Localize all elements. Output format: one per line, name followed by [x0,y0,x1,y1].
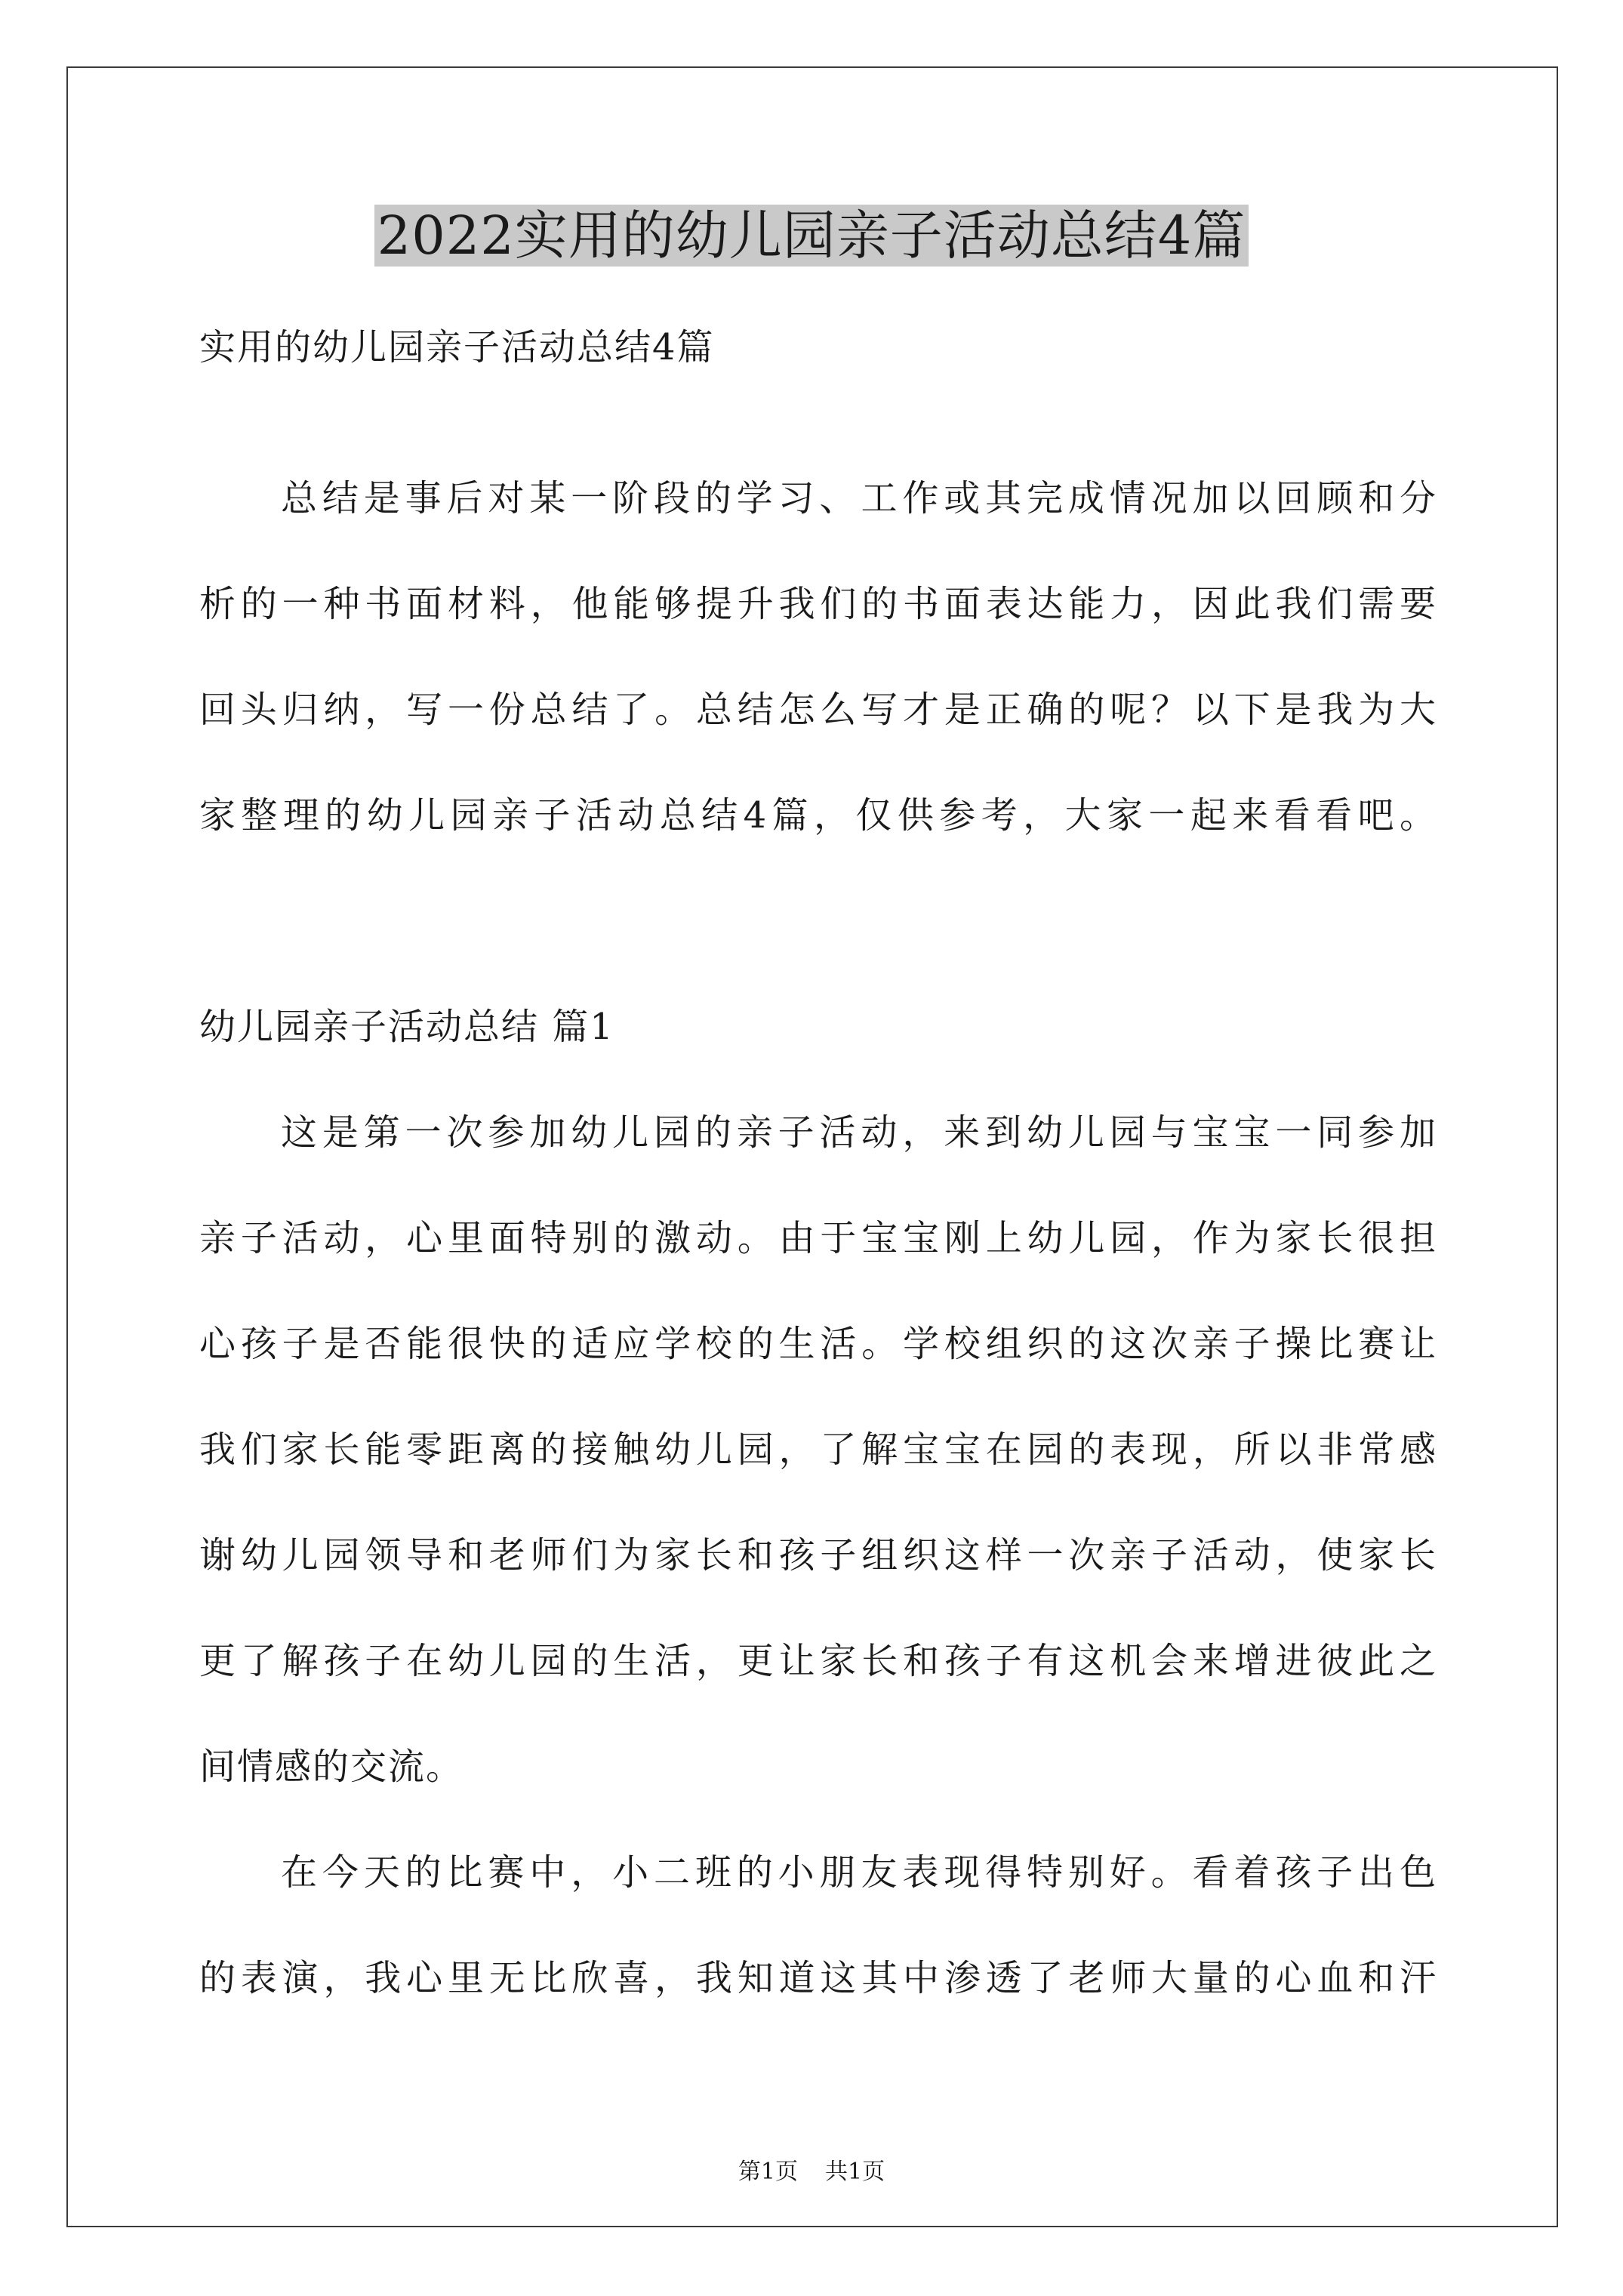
para1-line-7: 间情感的交流。 [199,1746,464,1788]
para2-line-1: 在今天的比赛中，小二班的小朋友表现得特别好。看着孩子出色 [281,1851,1437,1894]
para1-line-2: 亲子活动，心里面特别的激动。由于宝宝刚上幼儿园，作为家长很担 [199,1217,1437,1259]
intro-line-2: 析的一种书面材料，他能够提升我们的书面表达能力，因此我们需要 [199,583,1437,625]
para1-line-4: 我们家长能零距离的接触幼儿园，了解宝宝在园的表现，所以非常感 [199,1428,1437,1471]
para1-line-1: 这是第一次参加幼儿园的亲子活动，来到幼儿园与宝宝一同参加 [281,1111,1437,1154]
document-title-text: 2022实用的幼儿园亲子活动总结4篇 [374,205,1249,267]
page-total: 共1页 [825,2159,885,2185]
intro-line-3: 回头归纳，写一份总结了。总结怎么写才是正确的呢？以下是我为大 [199,689,1437,731]
page-number: 第1页 [738,2159,798,2185]
para1-line-6: 更了解孩子在幼儿园的生活，更让家长和孩子有这机会来增进彼此之 [199,1640,1437,1682]
document-subtitle: 实用的幼儿园亲子活动总结4篇 [199,326,715,368]
intro-line-4: 家整理的幼儿园亲子活动总结4篇，仅供参考，大家一起来看看吧。 [199,794,1437,837]
document-title [0,198,1623,273]
para1-line-5: 谢幼儿园领导和老师们为家长和孩子组织这样一次亲子活动，使家长 [199,1534,1437,1576]
page-footer [0,2157,1623,2187]
intro-line-1: 总结是事后对某一阶段的学习、工作或其完成情况加以回顾和分 [281,477,1437,519]
para2-line-2: 的表演，我心里无比欣喜，我知道这其中渗透了老师大量的心血和汗 [199,1957,1437,1999]
section-heading: 幼儿园亲子活动总结 篇1 [199,1006,614,1048]
para1-line-3: 心孩子是否能很快的适应学校的生活。学校组织的这次亲子操比赛让 [199,1323,1437,1365]
